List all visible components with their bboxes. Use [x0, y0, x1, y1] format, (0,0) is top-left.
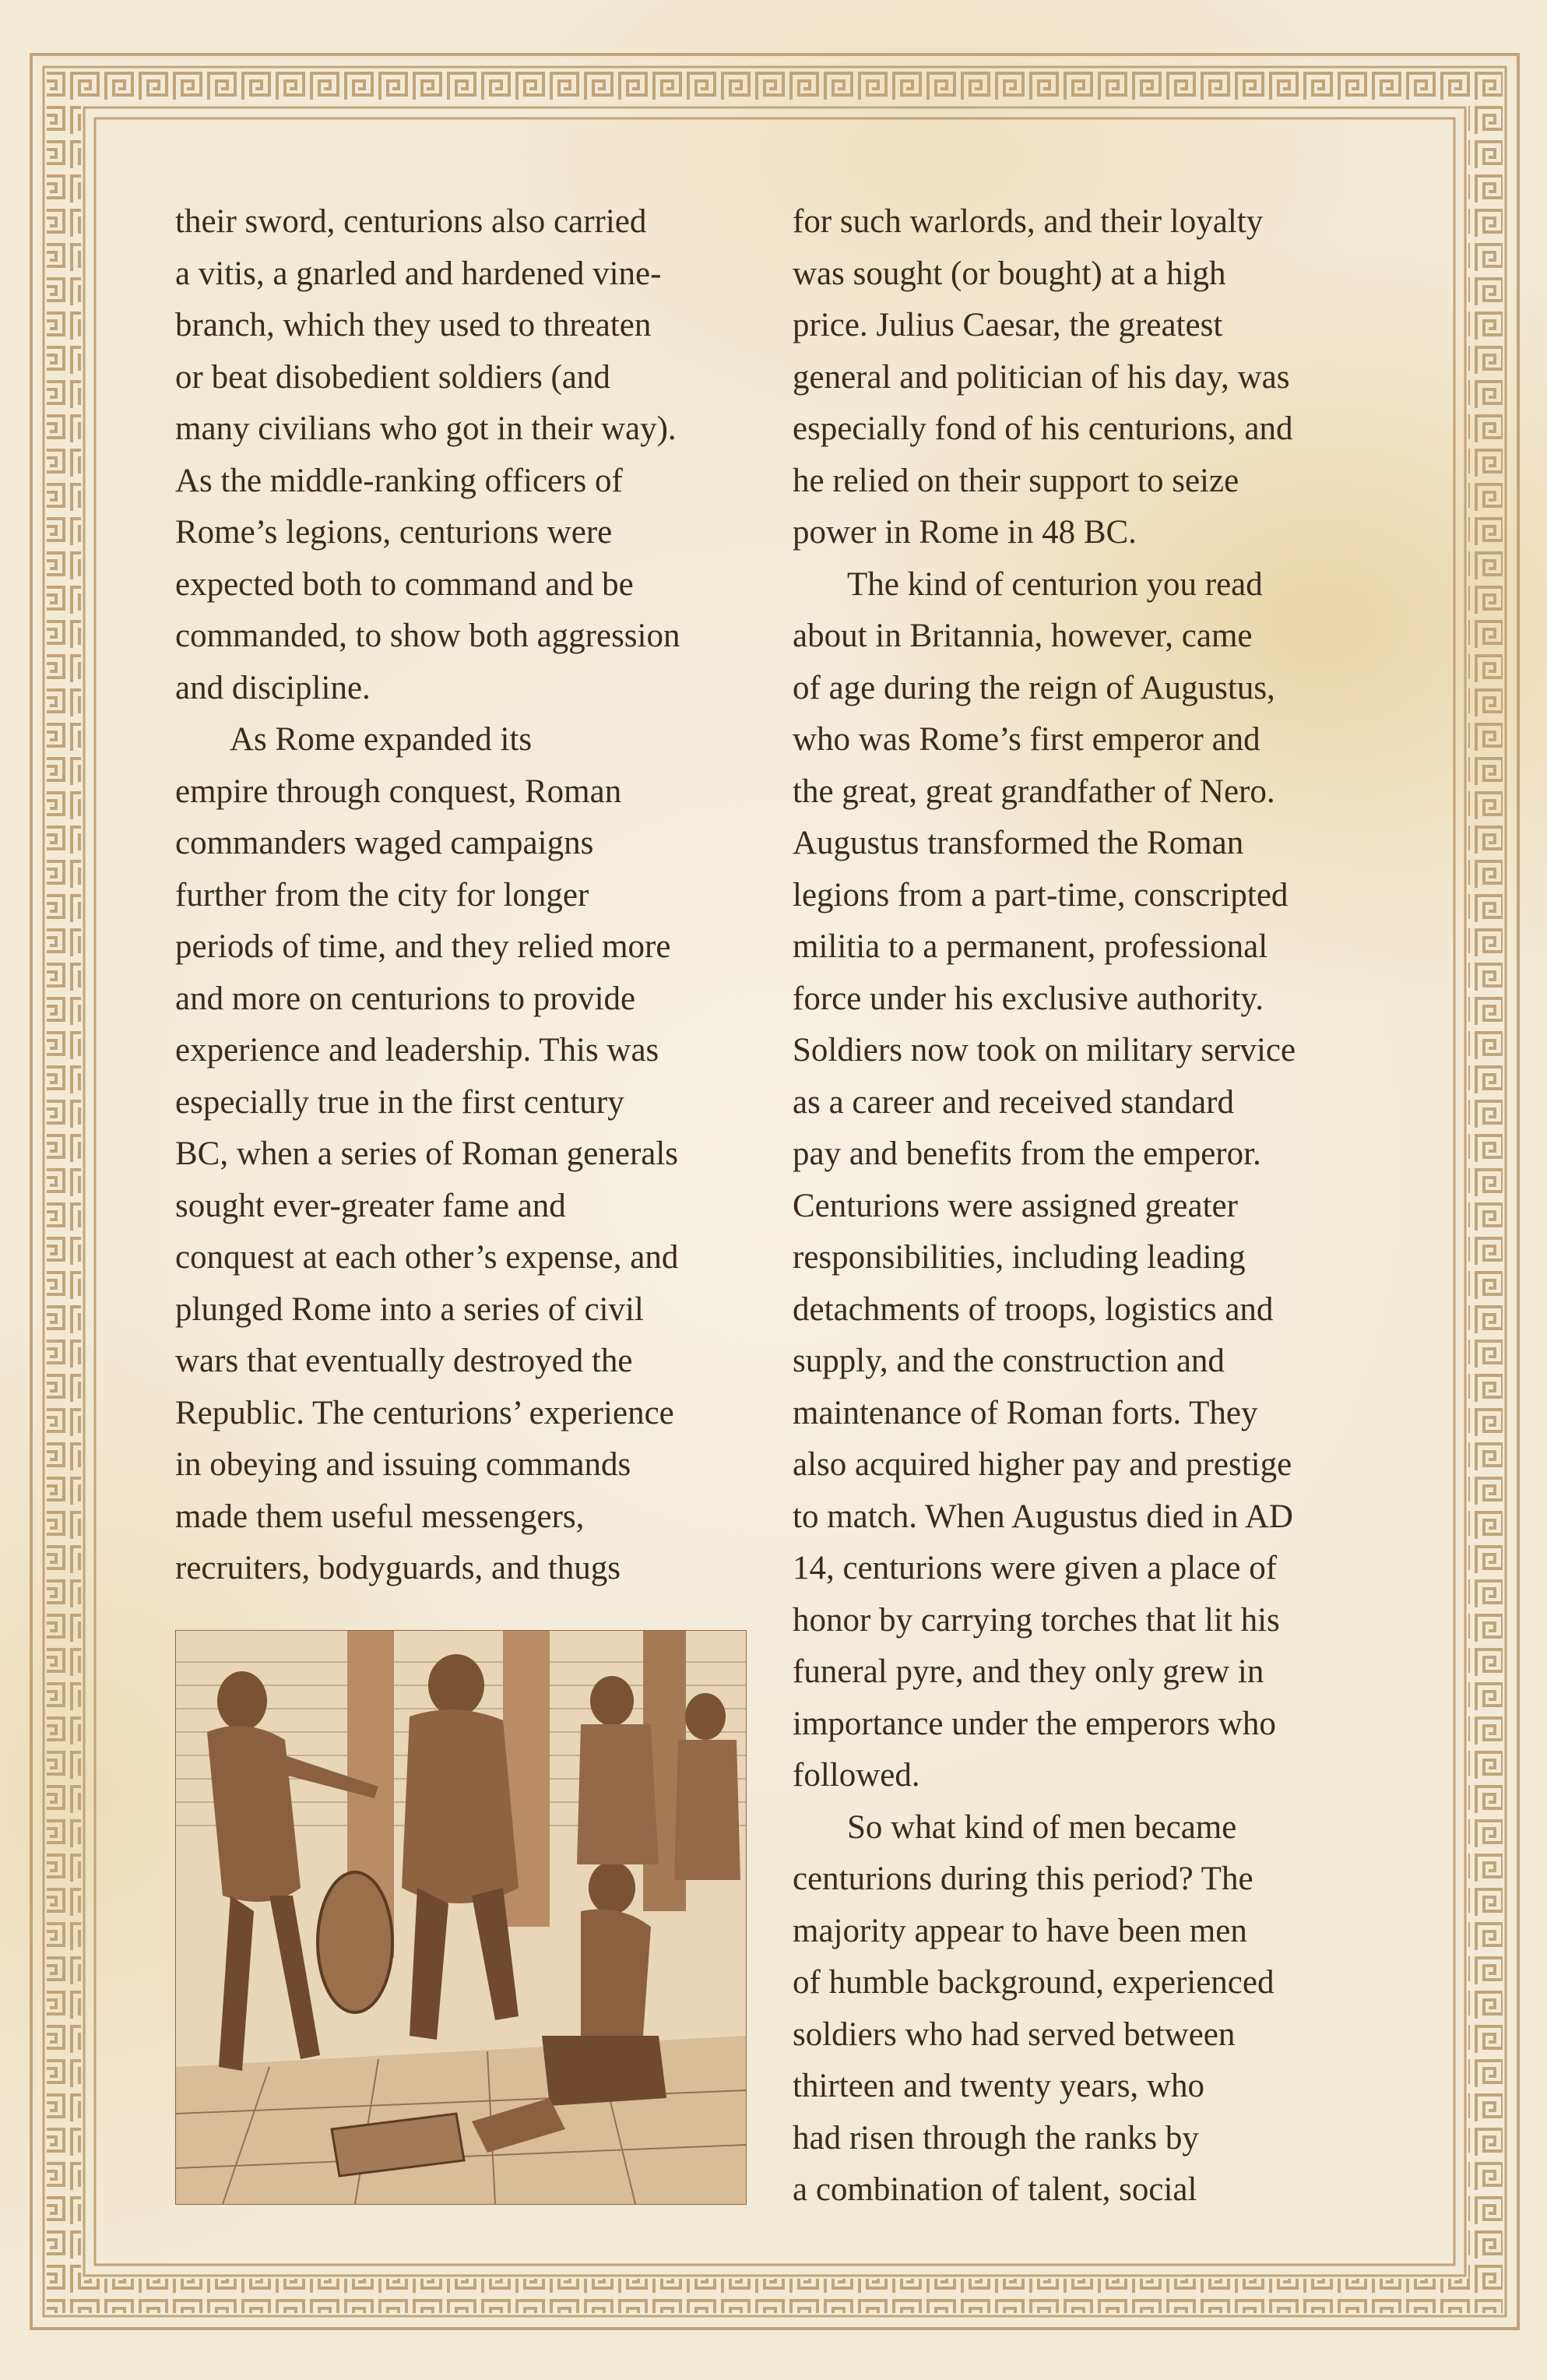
- text-line: importance under the emperors who: [793, 1705, 1276, 1742]
- text-line: empire through conquest, Roman: [175, 773, 622, 810]
- text-line: of humble background, experienced: [793, 1964, 1275, 2001]
- text-line: especially fond of his centurions, and: [793, 410, 1293, 447]
- text-line: followed.: [793, 1757, 920, 1794]
- text-line: and discipline.: [175, 669, 371, 706]
- text-line: plunged Rome into a series of civil: [175, 1290, 644, 1328]
- text-line: commanders waged campaigns: [175, 825, 594, 861]
- text-line: pay and benefits from the emperor.: [793, 1135, 1261, 1172]
- text-line: majority appear to have been men: [793, 1912, 1247, 1949]
- text-line: many civilians who got in their way).: [175, 410, 677, 447]
- text-line: conquest at each other’s expense, and: [175, 1239, 679, 1276]
- text-line: force under his exclusive authority.: [793, 980, 1264, 1017]
- roman-soldiers-engraving-icon: [175, 1630, 747, 2205]
- text-line: as a career and received standard: [793, 1083, 1234, 1121]
- text-line: Augustus transformed the Roman: [793, 825, 1244, 861]
- text-line: a combination of talent, social: [793, 2171, 1197, 2208]
- left-text-column: [175, 196, 767, 1595]
- text-line: Rome’s legions, centurions were: [175, 514, 613, 551]
- text-line: BC, when a series of Roman generals: [175, 1135, 679, 1172]
- text-line: made them useful messengers,: [175, 1498, 585, 1535]
- text-line: thirteen and twenty years, who: [793, 2068, 1204, 2104]
- text-line: periods of time, and they relied more: [175, 928, 671, 965]
- text-line: Centurions were assigned greater: [793, 1187, 1238, 1224]
- text-line: funeral pyre, and they only grew in: [793, 1653, 1264, 1690]
- text-line: centurions during this period? The: [793, 1861, 1253, 1897]
- text-line: also acquired higher pay and prestige: [793, 1446, 1292, 1483]
- text-line: Soldiers now took on military service: [793, 1032, 1296, 1069]
- text-line: As the middle-ranking officers of: [175, 462, 623, 499]
- text-line: commanded, to show both aggression: [175, 618, 680, 654]
- text-line: detachments of troops, logistics and: [793, 1290, 1274, 1328]
- text-line: a vitis, a gnarled and hardened vine-: [175, 255, 662, 292]
- text-line: soldiers who had served between: [793, 2016, 1236, 2053]
- paragraph-start-line: The kind of centurion you read: [847, 565, 1263, 603]
- text-line: militia to a permanent, professional: [793, 928, 1268, 965]
- text-line: further from the city for longer: [175, 876, 589, 914]
- text-line: to match. When Augustus died in AD: [793, 1498, 1293, 1535]
- text-line: their sword, centurions also carried: [175, 203, 647, 240]
- text-line: for such warlords, and their loyalty: [793, 203, 1264, 240]
- text-line: maintenance of Roman forts. They: [793, 1394, 1258, 1431]
- paragraph-start-line: So what kind of men became: [847, 1808, 1237, 1846]
- text-line: and more on centurions to provide: [175, 980, 636, 1017]
- text-line: had risen through the ranks by: [793, 2119, 1199, 2156]
- text-line: about in Britannia, however, came: [793, 618, 1253, 654]
- text-line: 14, centurions were given a place of: [793, 1550, 1278, 1586]
- text-line: honor by carrying torches that lit his: [793, 1601, 1280, 1639]
- text-line: in obeying and issuing commands: [175, 1446, 631, 1483]
- text-line: of age during the reign of Augustus,: [793, 669, 1275, 706]
- paragraph-start-line: As Rome expanded its: [230, 721, 533, 758]
- text-line: supply, and the construction and: [793, 1343, 1225, 1379]
- text-line: expected both to command and be: [175, 565, 634, 603]
- text-line: legions from a part-time, conscripted: [793, 876, 1289, 914]
- text-line: he relied on their support to seize: [793, 462, 1239, 499]
- text-line: especially true in the first century: [175, 1083, 624, 1121]
- text-line: sought ever-greater fame and: [175, 1187, 566, 1224]
- text-line: the great, great grandfather of Nero.: [793, 773, 1275, 810]
- text-line: general and politician of his day, was: [793, 358, 1290, 396]
- text-line: Republic. The centurions’ experience: [175, 1394, 674, 1431]
- text-line: responsibilities, including leading: [793, 1239, 1246, 1276]
- text-line: or beat disobedient soldiers (and: [175, 358, 610, 396]
- text-line: recruiters, bodyguards, and thugs: [175, 1550, 621, 1586]
- text-line: price. Julius Caesar, the greatest: [793, 307, 1223, 343]
- right-text-column: [793, 196, 1400, 2216]
- text-line: was sought (or bought) at a high: [793, 255, 1226, 292]
- text-line: experience and leadership. This was: [175, 1032, 659, 1069]
- text-line: power in Rome in 48 BC.: [793, 514, 1137, 551]
- text-line: branch, which they used to threaten: [175, 307, 652, 343]
- text-line: who was Rome’s first emperor and: [793, 721, 1260, 758]
- text-line: wars that eventually destroyed the: [175, 1343, 633, 1379]
